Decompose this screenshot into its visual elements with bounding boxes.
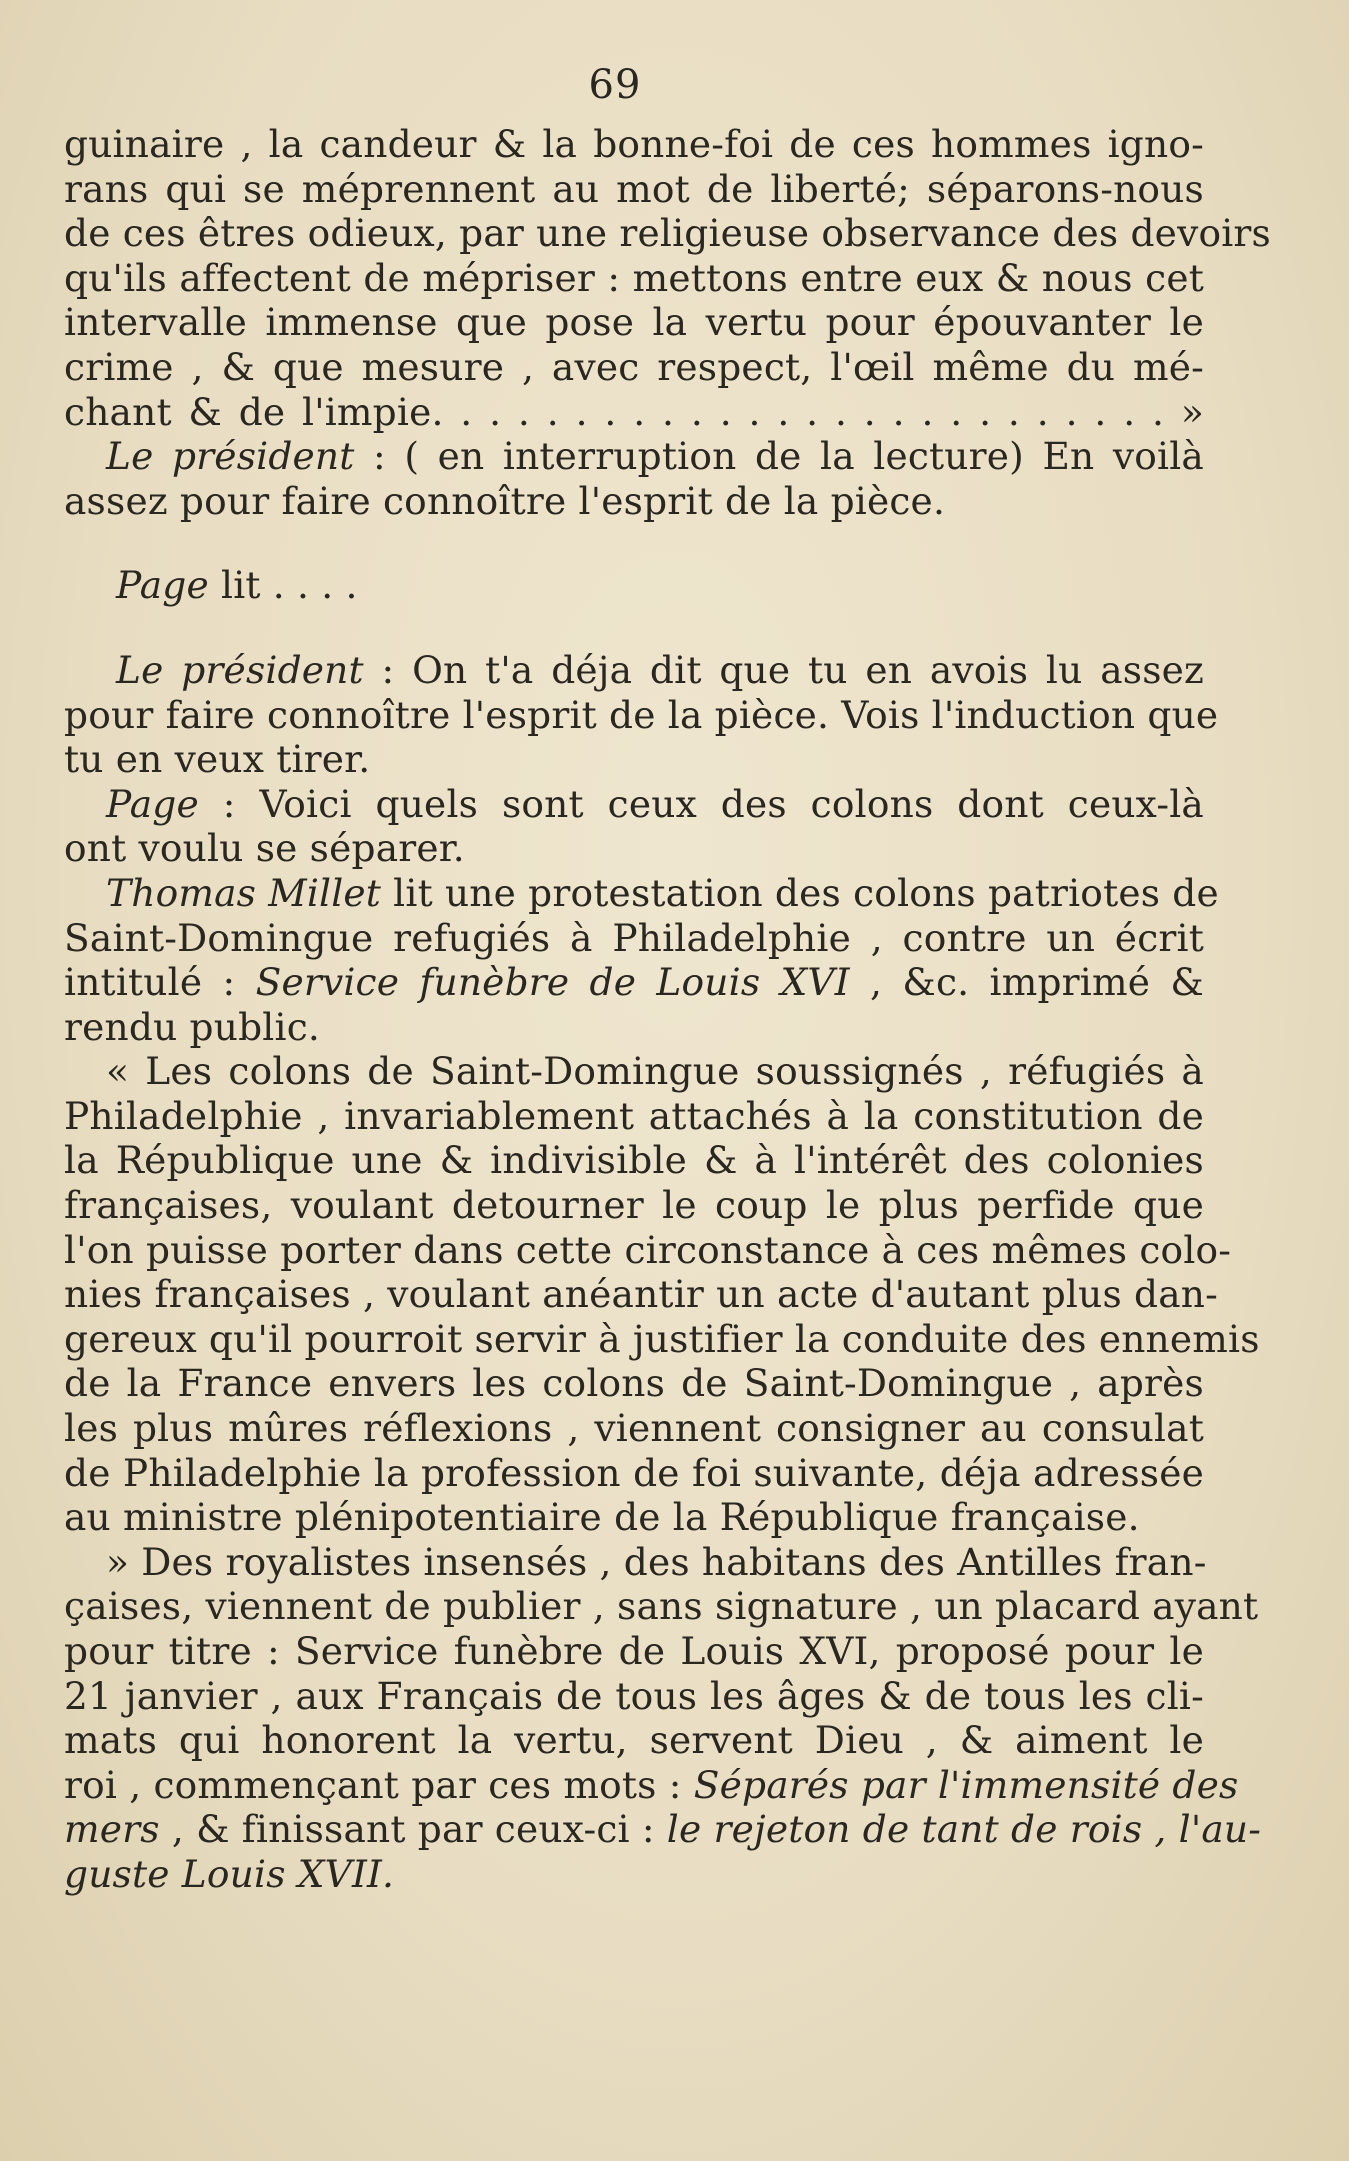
italic-text: Page (106, 781, 199, 826)
text-segment: chant & de l'impie. . . . . . . . . . . . . . . . . . . . . . . . . . » (64, 389, 1204, 434)
text-line (64, 916, 1204, 961)
text-segment: la République une & indivisible & à l'intérêt des colonies (64, 1138, 1204, 1183)
text-line (64, 737, 1204, 782)
text-segment: pour titre : Service funèbre de Louis XVI, proposé pour le (64, 1629, 1204, 1673)
text-line (64, 1584, 1259, 1629)
text-line (64, 692, 1219, 738)
text-line (64, 1495, 1204, 1540)
text-segment: qu'ils affectent de mépriser : mettons entre eux & nous cet (64, 255, 1204, 300)
text-segment: : On t'a déja dit que tu en avois lu assez (363, 647, 1204, 692)
text-line (64, 1227, 1232, 1273)
text-segment: pour faire connoître l'esprit de la pièce. Vois l'induction que (64, 692, 1219, 737)
text-segment: mats qui honorent la vertu, servent Dieu , & aiment le (64, 1718, 1204, 1763)
text-segment: Philadelphie , invariablement attachés à la constitution de (64, 1093, 1204, 1138)
text-line (64, 167, 1204, 212)
text-line (64, 1005, 1204, 1050)
italic-text: Le président (106, 434, 355, 479)
text-line (64, 648, 1204, 693)
text-line (64, 1272, 1218, 1317)
text-line (64, 1762, 1239, 1808)
text-line (64, 1183, 1204, 1228)
text-segment: rendu public. (64, 1004, 321, 1049)
italic-text: Séparés par l'immensité des (693, 1762, 1239, 1807)
text-line (64, 300, 1204, 345)
text-segment: Saint-Domingue refugiés à Philadelphie , contre un écrit (64, 915, 1204, 960)
text-segment: de Philadelphie la profession de foi suivante, déja adressée (64, 1450, 1204, 1495)
text-segment: , &c. imprimé & (849, 960, 1204, 1005)
text-line (64, 434, 1204, 479)
text-segment: guinaire , la candeur & la bonne-foi de ces hommes igno- (64, 122, 1204, 166)
paragraph-gap (64, 523, 1204, 563)
text-line (64, 1094, 1204, 1139)
italic-text: le rejeton de tant de rois , l'au- (666, 1807, 1262, 1852)
text-segment: crime , & que mesure , avec respect, l'œil même du mé- (64, 344, 1204, 389)
text-line (64, 1049, 1204, 1094)
text-segment: de la France envers les colons de Saint-Domingue , après (64, 1361, 1204, 1406)
text-line (64, 1539, 1207, 1585)
text-line (64, 345, 1204, 390)
text-segment: intervalle immense que pose la vertu pour épouvanter le (64, 300, 1204, 345)
text-segment: , & finissant par ceux-ci : (159, 1807, 667, 1852)
text-line (64, 1852, 1204, 1897)
text-line (64, 1406, 1204, 1451)
text-line (64, 211, 1271, 256)
text-segment: au ministre plénipotentiaire de la République française. (64, 1495, 1140, 1540)
text-segment: lit une protestation des colons patriotes de (381, 870, 1219, 915)
text-segment: nies françaises , voulant anéantir un acte d'autant plus dan- (64, 1272, 1218, 1317)
italic-text: mers (64, 1807, 160, 1852)
page-number: 69 (588, 62, 642, 108)
italic-text: guste Louis XVII. (64, 1851, 395, 1896)
text-segment: assez pour faire connoître l'esprit de la pièce. (64, 478, 946, 523)
italic-text: Service funèbre de Louis XVI (255, 960, 850, 1005)
italic-text: Le président (116, 647, 364, 692)
italic-text: Page (116, 563, 209, 608)
text-segment: : ( en interruption de la lecture) En voilà (354, 434, 1204, 479)
page-text (64, 122, 1271, 1897)
text-segment: ont voulu se séparer. (64, 826, 465, 871)
text-segment: « Les colons de Saint-Domingue soussignés , réfugiés à (106, 1049, 1204, 1094)
text-line (64, 256, 1204, 301)
text-line (64, 1629, 1204, 1674)
text-segment: roi , commençant par ces mots : (64, 1762, 694, 1807)
text-segment: françaises, voulant detourner le coup le plus perfide que (64, 1183, 1204, 1228)
italic-text: Thomas Millet (106, 870, 382, 915)
text-segment: 21 janvier , aux Français de tous les âges & de tous les cli- (64, 1673, 1204, 1718)
text-line (64, 479, 1204, 524)
text-line (64, 563, 1204, 608)
text-segment: les plus mûres réflexions , viennent consigner au consulat (64, 1406, 1204, 1451)
text-segment: gereux qu'il pourroit servir à justifier la conduite des ennemis (64, 1316, 1260, 1361)
text-segment: l'on puisse porter dans cette circonstance à ces mêmes colo- (64, 1227, 1232, 1272)
text-line (64, 870, 1219, 916)
text-line (64, 1451, 1204, 1496)
text-segment: : Voici quels sont ceux des colons dont ceux-là (198, 781, 1204, 826)
text-line (64, 1316, 1260, 1362)
text-line (64, 390, 1204, 435)
text-segment: çaises, viennent de publier , sans signature , un placard ayant (64, 1584, 1259, 1629)
text-line (64, 1674, 1204, 1719)
text-line (64, 1718, 1204, 1763)
text-segment: rans qui se méprennent au mot de liberté; séparons-nous (64, 166, 1204, 211)
text-line (64, 1361, 1204, 1406)
text-segment: de ces êtres odieux, par une religieuse observance des devoirs (64, 211, 1271, 256)
text-line (64, 1138, 1204, 1183)
text-segment: tu en veux tirer. (64, 737, 371, 782)
text-segment: intitulé : (64, 960, 256, 1005)
text-line (64, 826, 1204, 871)
text-line (64, 782, 1204, 827)
text-segment: » Des royalistes insensés , des habitans des Antilles fran- (106, 1539, 1207, 1584)
text-segment: lit . . . . (208, 563, 358, 608)
text-line (64, 122, 1204, 167)
text-line (64, 960, 1204, 1005)
text-line (64, 1807, 1262, 1852)
paragraph-gap (64, 608, 1204, 648)
